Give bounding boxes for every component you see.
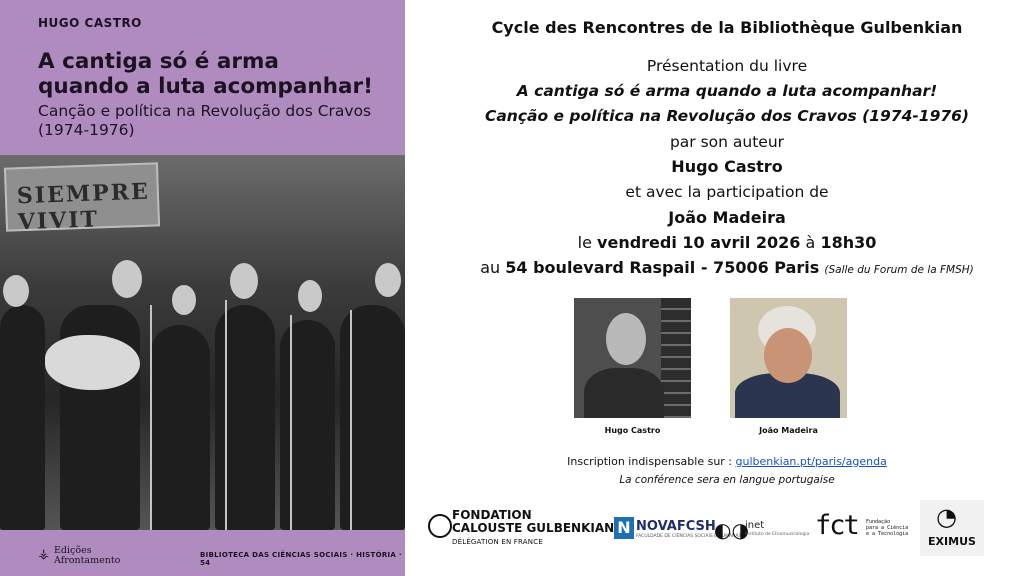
musician-figure: [215, 305, 275, 530]
musician-head: [230, 263, 258, 299]
registration-link[interactable]: gulbenkian.pt/paris/agenda: [735, 455, 887, 468]
participation-label: et avec la participation de: [625, 183, 829, 201]
fct-sub1: Fundação: [866, 519, 891, 525]
guest-name: João Madeira: [668, 208, 786, 227]
cover-author: HUGO CASTRO: [38, 16, 142, 30]
cover-title-line1: A cantiga só é arma: [38, 49, 279, 74]
cover-title: [38, 49, 398, 99]
mic-stand: [225, 300, 227, 530]
time-value: 18h30: [820, 233, 877, 252]
nova-subtext: FACULDADE DE CIÊNCIAS SOCIAIS E HUMANAS: [636, 534, 742, 539]
publisher-line2: Afrontamento: [54, 555, 121, 566]
fcg-line3: DÉLÉGATION EN FRANCE: [452, 538, 543, 546]
musician-head: [172, 285, 196, 315]
publisher-line1: Edições: [54, 545, 92, 556]
fct-subtext: [866, 519, 908, 537]
portrait-joao-madeira: [730, 298, 847, 418]
mic-stand: [290, 315, 292, 530]
registration-text: Inscription indispensable sur :: [567, 455, 733, 468]
language-note: La conférence sera en langue portugaise: [619, 474, 835, 486]
inet-subtext: Instituto de Etnomusicologia: [745, 532, 810, 537]
book-title-line2: Canção e política na Revolução dos Cravos (1974-1976): [484, 107, 970, 125]
afrontamento-logo-icon: ⚶: [38, 547, 50, 562]
cover-subtitle: [38, 102, 403, 140]
fcg-line2: CALOUSTE GULBENKIAN: [452, 521, 615, 535]
book-cover: [0, 0, 405, 576]
banner-text: SIEMPRE VIVIT: [16, 178, 151, 236]
portrait-hugo-castro: [574, 298, 691, 418]
musician-head: [3, 275, 29, 307]
date-prefix: le: [577, 233, 592, 252]
series-label: BIBLIOTECA DAS CIÊNCIAS SOCIAIS · HISTÓRIA · 54: [200, 551, 402, 567]
address-prefix: au: [480, 258, 501, 277]
inet-logo-icon: ◐◑: [714, 518, 749, 542]
registration-line: [430, 455, 1024, 468]
mic-stand: [350, 310, 352, 530]
fct-sub2: para a Ciência: [866, 525, 909, 531]
mic-stand: [150, 305, 152, 530]
nova-logo-icon: N: [614, 517, 634, 539]
musician-head: [112, 260, 142, 298]
musician-figure: [0, 305, 45, 530]
publisher-name: [54, 546, 120, 566]
caption-joao-madeira: João Madeira: [759, 426, 818, 435]
cover-subtitle-line1: Canção e política na Revolução dos Cravos: [38, 102, 372, 120]
book-title-line1: A cantiga só é arma quando a luta acompanhar!: [516, 82, 938, 100]
bookshelf: [661, 298, 691, 418]
by-author-label: par son auteur: [669, 133, 785, 151]
presentation-label: Présentation du livre: [646, 57, 808, 75]
event-date: [430, 233, 1024, 252]
musician-figure: [280, 320, 335, 530]
portrait-face: [606, 313, 646, 365]
room-note: (Salle du Forum de la FMSH): [824, 264, 974, 276]
nova-text: NOVAFCSH: [636, 519, 716, 534]
protest-banner: [4, 162, 160, 236]
musician-figure: [150, 325, 210, 530]
cycle-title: Cycle des Rencontres de la Bibliothèque Gulbenkian: [491, 18, 963, 37]
date-value: vendredi 10 avril 2026: [597, 233, 801, 252]
cover-photo: [0, 155, 405, 530]
musician-head: [298, 280, 322, 312]
caption-hugo-castro: Hugo Castro: [604, 426, 661, 435]
musician-head: [375, 263, 401, 297]
event-address: [430, 258, 1024, 277]
date-at: à: [805, 233, 816, 252]
eximus-logo-icon: ◔: [936, 503, 957, 531]
fct-sub3: e a Tecnologia: [866, 531, 909, 537]
author-name: Hugo Castro: [671, 157, 783, 176]
fcg-line1: FONDATION: [452, 508, 532, 522]
portrait-face: [764, 328, 812, 383]
fcg-emblem-icon: [428, 514, 452, 538]
portrait-body: [584, 368, 664, 418]
address-value: 54 boulevard Raspail - 75006 Paris: [505, 258, 820, 277]
eximus-text: EXIMUS: [928, 535, 976, 548]
fct-logo: fct: [815, 510, 858, 541]
cover-title-line2: quando a luta acompanhar!: [38, 74, 373, 99]
inet-text: inet: [745, 520, 765, 531]
guitar: [45, 335, 140, 390]
cover-subtitle-line2: (1974-1976): [38, 121, 135, 139]
